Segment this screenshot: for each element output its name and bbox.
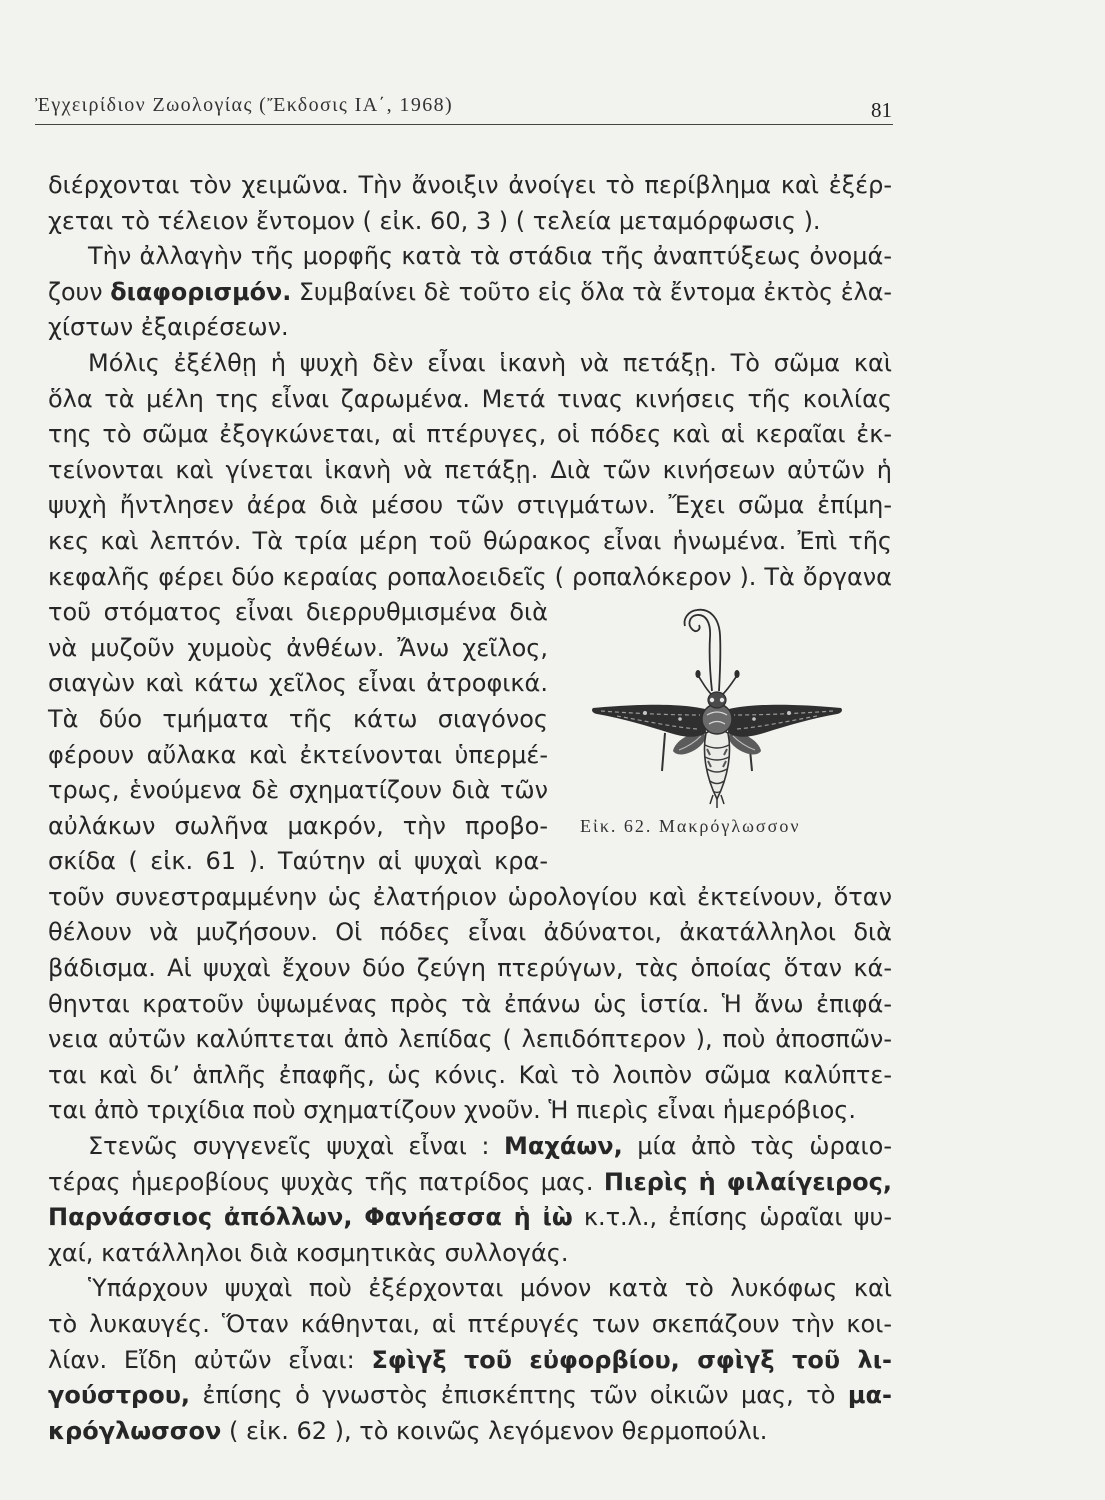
wing-spot [752, 717, 756, 721]
text-line [48, 382, 892, 418]
text-line-content [48, 844, 548, 880]
text-line-content [48, 773, 548, 809]
text-line-content [48, 204, 821, 240]
text-line-content [48, 880, 892, 916]
text-line-content [48, 738, 548, 774]
antenna-left [699, 677, 711, 694]
text-line-content [48, 666, 548, 702]
text-line [48, 1271, 892, 1307]
text-line [48, 1093, 892, 1129]
text-line-content [88, 346, 892, 382]
bold-term: μα- [847, 1381, 892, 1410]
text-line-content [48, 1378, 892, 1414]
text-run: αὐλάκων σωλῆνα μακρόν, τὴν προβο- [48, 811, 548, 840]
text-line-content [48, 488, 892, 524]
text-line-content [88, 1129, 892, 1165]
wing-spot [787, 711, 791, 715]
text-run: ὅλα τὰ μέλη της εἶναι ζαρωμένα. Μετά τινας κινήσεις τῆς κοιλίας [48, 384, 892, 413]
text-run: θηνται κρατοῦν ὑψωμένας πρὸς τὰ ἐπάνω ὡς ἱστία. Ἡ ἄνω ἐπιφά- [48, 989, 892, 1018]
bold-term: γούστρου, [48, 1381, 191, 1410]
text-line-content [48, 168, 892, 204]
text-line [48, 1414, 892, 1450]
text-line [48, 738, 548, 774]
bold-term: διαφορισμόν. [110, 277, 292, 306]
wing-spot [678, 717, 682, 721]
text-line [48, 1236, 892, 1272]
text-run: ζουν [48, 277, 111, 306]
antenna-knob-right [734, 670, 739, 678]
text-run: Μόλις ἐξέλθῃ ἡ ψυχὴ δὲν εἶναι ἱκανὴ νὰ πετάξῃ. Τὸ σῶμα καὶ [88, 348, 892, 377]
text-line [48, 204, 892, 240]
figure-caption: Εἰκ. 62. Μακρόγλωσσον [580, 816, 801, 836]
text-line-content [48, 951, 892, 987]
text-line [48, 1165, 892, 1201]
text-line [48, 417, 892, 453]
text-run: νὰ μυζοῦν χυμοὺς ἀνθέων. Ἄνω χεῖλος, [48, 633, 548, 662]
text-line [48, 560, 892, 596]
text-line [48, 1058, 892, 1094]
text-run: κες καὶ λεπτόν. Τὰ τρία μέρη τοῦ θώρακος εἶναι ἡνωμένα. Ἐπὶ τῆς [48, 526, 892, 555]
text-line [48, 524, 892, 560]
text-run: ἐπίσης ὁ γνωστὸς ἐπισκέπτης τῶν οἰκιῶν μας, τὸ [190, 1381, 848, 1410]
text-run: Τὴν ἀλλαγὴν τῆς μορφῆς κατὰ τὰ στάδια τῆς ἀναπτύξεως ὀνομά- [88, 242, 892, 271]
text-line-content [48, 310, 289, 346]
text-line-content [48, 1236, 569, 1272]
text-run: Συμβαίνει δὲ τοῦτο εἰς ὅλα τὰ ἔντομα ἐκτὸς ἐλα- [291, 277, 892, 306]
text-run: χίστων ἐξαιρέσεων. [48, 313, 289, 342]
text-run: σκίδα ( εἰκ. 61 ). Ταύτην αἱ ψυχαὶ κρα- [48, 847, 548, 876]
text-line [48, 702, 548, 738]
text-line [48, 880, 892, 916]
figure-62 [585, 605, 845, 810]
text-line [48, 168, 892, 204]
text-line [48, 1200, 892, 1236]
text-line [48, 915, 892, 951]
forewing-left [592, 705, 706, 737]
running-header-title: Ἐγχειρίδιον Ζωολογίας (Ἔκδοσις ΙΑ΄, 1968) [35, 94, 454, 116]
text-line-content [48, 417, 892, 453]
eye-left [710, 698, 714, 702]
text-run: μία ἀπὸ τὰς ὡραιο- [622, 1132, 892, 1161]
text-run: τείνονται καὶ γίνεται ἱκανὴ νὰ πετάξῃ. Διὰ τῶν κινήσεων αὐτῶν ἡ [48, 455, 892, 484]
antenna-knob-left [695, 670, 700, 678]
text-line [48, 1307, 892, 1343]
text-line [48, 1378, 892, 1414]
text-line [48, 809, 548, 845]
text-line-content [48, 453, 892, 489]
text-run: νεια αὐτῶν καλύπτεται ἀπὸ λεπίδας ( λεπιδόπτερον ), ποὺ ἀποσπῶν- [48, 1025, 892, 1054]
text-run: ται ἀπὸ τριχίδια ποὺ σχηματίζουν χνοῦν. Ἡ πιερὶς εἶναι ἡμερόβιος. [48, 1096, 856, 1125]
text-line-content [48, 1414, 767, 1450]
text-line-content [48, 1093, 856, 1129]
text-line-content [48, 1307, 892, 1343]
bold-term: Σφὶγξ τοῦ εὐφορβίου, σφὶγξ τοῦ λι- [371, 1345, 893, 1374]
text-run: Στενῶς συγγενεῖς ψυχαὶ εἶναι : [88, 1132, 505, 1161]
text-run: χεται τὸ τέλειον ἔντομον ( εἰκ. 60, 3 ) ( τελεία μεταμόρφωσις ). [48, 206, 821, 235]
text-line-content [48, 560, 892, 596]
text-line-content [48, 631, 548, 667]
text-run: χαί, κατάλληλοι διὰ κοσμητικὰς συλλογάς. [48, 1238, 569, 1267]
text-run: τὸ λυκαυγές. Ὅταν κάθηνται, αἱ πτέρυγές των σκεπάζουν τὴν κοι- [48, 1310, 892, 1338]
text-line-content [48, 987, 892, 1023]
text-line-content [48, 1165, 892, 1201]
moth-illustration [585, 605, 845, 810]
text-run: βάδισμα. Αἱ ψυχαὶ ἔχουν δύο ζεύγη πτερύγων, τὰς ὁποίας ὅταν κά- [48, 954, 892, 983]
text-line-content [48, 1058, 892, 1094]
bold-term: κρόγλωσσον [48, 1416, 222, 1445]
text-line-content [88, 1271, 892, 1307]
header-rule [35, 124, 893, 125]
text-line [48, 595, 548, 631]
text-run: τρως, ἑνούμενα δὲ σχηματίζουν διὰ τῶν [48, 776, 548, 805]
text-line-content [88, 239, 892, 275]
text-run: λίαν. Εἴδη αὐτῶν εἶναι: [48, 1345, 372, 1374]
text-line [48, 346, 892, 382]
text-run: τοῦ στόματος εἶναι διερρυθμισμένα διὰ [48, 598, 548, 627]
text-line-content [48, 915, 892, 951]
bold-term: Μαχάων, [504, 1132, 623, 1161]
text-run: φέρουν αὔλακα καὶ ἐκτείνονται ὑπερμέ- [48, 740, 548, 769]
wing-spot [643, 711, 647, 715]
text-line [48, 773, 548, 809]
text-line [48, 310, 892, 346]
text-run: διέρχονται τὸν χειμῶνα. Τὴν ἄνοιξιν ἀνοίγει τὸ περίβλημα καὶ ἐξέρ- [48, 171, 892, 199]
text-run: θέλουν νὰ μυζήσουν. Οἱ πόδες εἶναι ἀδύνατοι, ἀκατάλληλοι διὰ [48, 918, 892, 947]
text-run: ται καὶ δι’ ἁπλῆς ἐπαφῆς, ὡς κόνις. Καὶ τὸ λοιπὸν σῶμα καλύπτε- [48, 1060, 892, 1089]
text-line [48, 1343, 892, 1379]
text-line [48, 453, 892, 489]
text-line-content [48, 809, 548, 845]
antenna-right [723, 677, 736, 694]
text-run: της τὸ σῶμα ἐξογκώνεται, αἱ πτέρυγες, οἱ πόδες καὶ αἱ κεραῖαι ἐκ- [48, 420, 892, 449]
page-number: 81 [871, 98, 892, 122]
text-line-content [48, 702, 548, 738]
text-line [48, 275, 892, 311]
abdomen [704, 730, 729, 799]
text-line [48, 1129, 892, 1165]
text-line-content [48, 595, 548, 631]
text-run: Τὰ δύο τμήματα τῆς κάτω σιαγόνος [48, 704, 548, 733]
text-line-content [48, 382, 892, 418]
text-line-content [48, 275, 892, 311]
text-run: κεφαλῆς φέρει δύο κεραίας ροπαλοειδεῖς ( ροπαλόκερον ). Τὰ ὄργανα [48, 562, 892, 591]
bold-term: Παρνάσσιος ἀπόλλων, Φανήεσσα ἡ ἰὼ [48, 1203, 573, 1232]
text-line [48, 631, 548, 667]
text-line [48, 951, 892, 987]
text-line-content [48, 1343, 892, 1379]
eye-right [720, 698, 724, 702]
text-run: ( εἰκ. 62 ), τὸ κοινῶς λεγόμενον θερμοπούλι. [221, 1416, 768, 1445]
text-run: ψυχὴ ἤντλησεν ἀέρα διὰ μέσου τῶν στιγμάτων. Ἔχει σῶμα ἐπίμη- [48, 491, 892, 520]
text-line [48, 488, 892, 524]
text-run: τέρας ἡμεροβίους ψυχὰς τῆς πατρίδος μας. [48, 1167, 604, 1196]
text-run: Ὑπάρχουν ψυχαὶ ποὺ ἐξέρχονται μόνον κατὰ τὸ λυκόφως καὶ [88, 1274, 892, 1303]
text-line [48, 1022, 892, 1058]
text-line [48, 239, 892, 275]
bold-term: Πιερὶς ἡ φιλαίγειρος, [603, 1167, 892, 1196]
text-run: κ.τ.λ., ἐπίσης ὡραῖαι ψυ- [572, 1203, 892, 1232]
leg-left [662, 733, 665, 771]
text-run: σιαγὼν καὶ κάτω χεῖλος εἶναι ἀτροφικά. [48, 669, 548, 698]
text-line-content [48, 524, 892, 560]
text-line-content [48, 1200, 892, 1236]
text-line-content [48, 1022, 892, 1058]
forewing-right [728, 705, 842, 737]
text-run: τοῦν συνεστραμμένην ὡς ἐλατήριον ὡρολογίου καὶ ἐκτείνουν, ὅταν [48, 882, 892, 911]
text-line [48, 666, 548, 702]
text-line [48, 987, 892, 1023]
text-line [48, 844, 548, 880]
